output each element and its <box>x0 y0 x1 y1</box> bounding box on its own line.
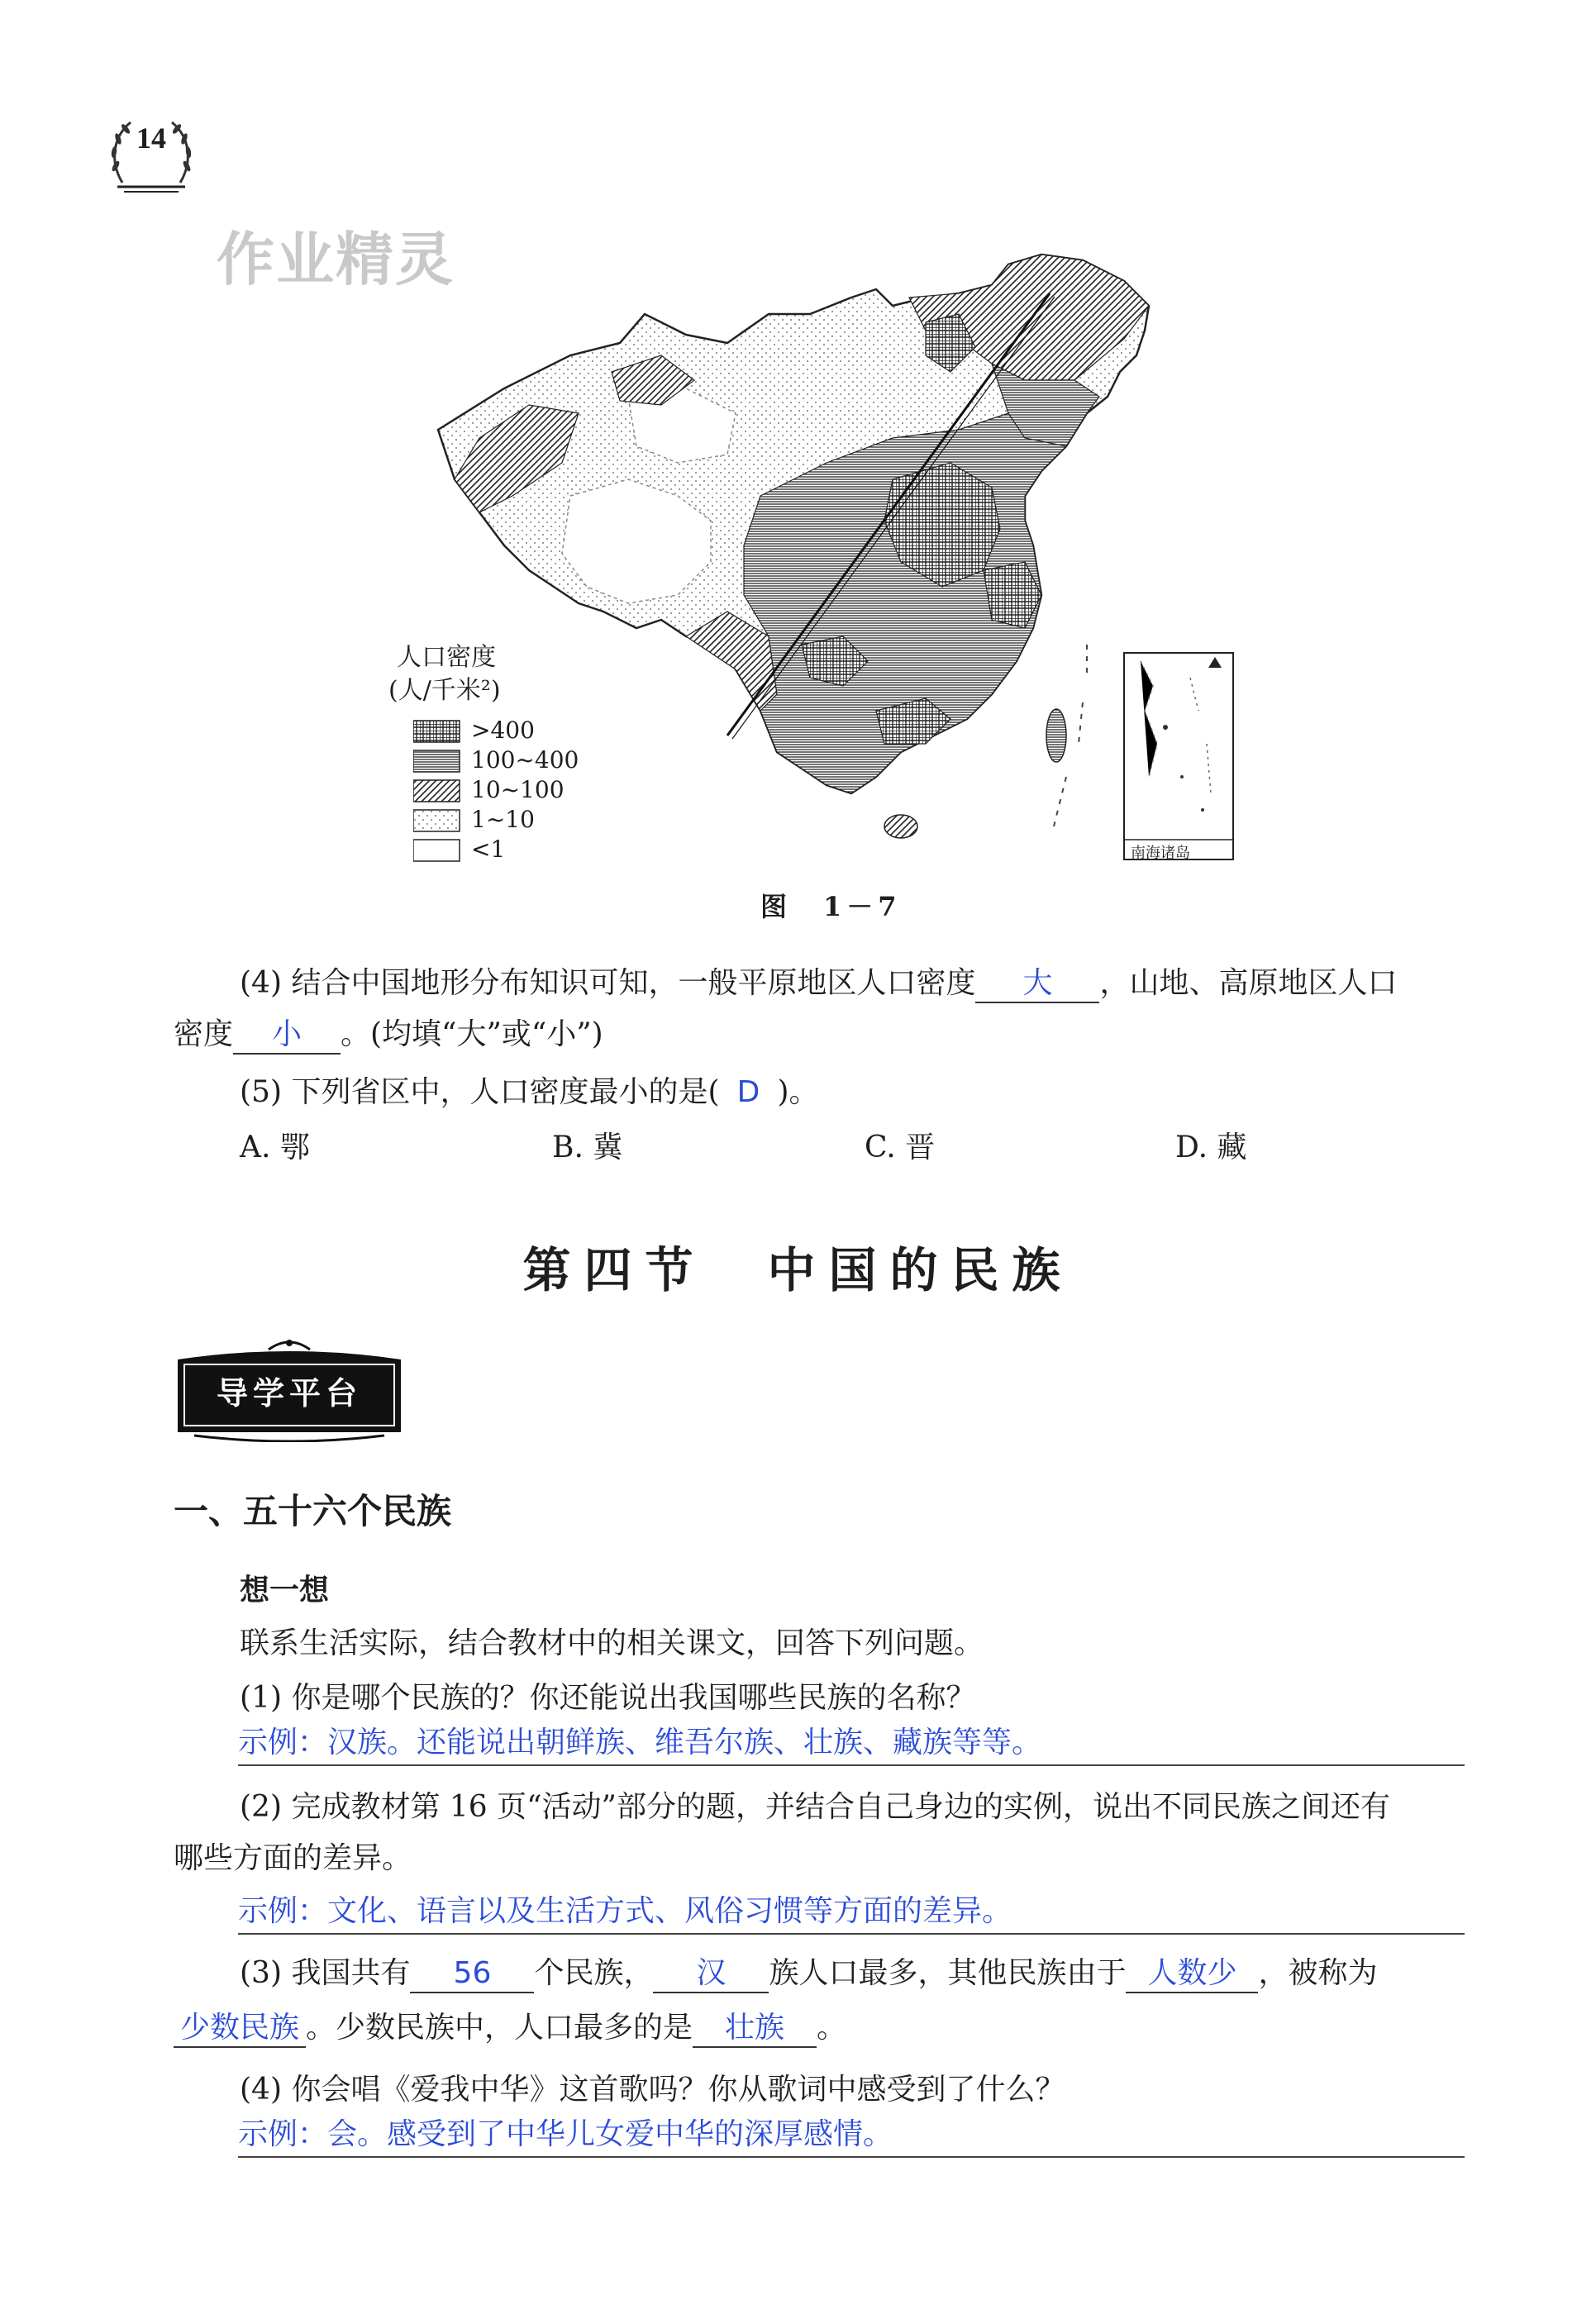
answer-blank: 56 <box>410 1955 534 1993</box>
page-number-badge <box>106 112 197 203</box>
legend-title: 人口密度 <box>397 643 496 672</box>
answer-blank: 大 <box>975 965 1099 1003</box>
map-question-5: (5) 下列省区中，人口密度最小的是( D )。 <box>240 1068 819 1117</box>
answer-1: 示例：汉族。还能说出朝鲜族、维吾尔族、壮族、藏族等等。 <box>238 1719 1465 1766</box>
option-a: A. 鄂 <box>240 1131 310 1164</box>
answer-2: 示例：文化、语言以及生活方式、风俗习惯等方面的差异。 <box>238 1888 1465 1935</box>
question-2-line1: (2) 完成教材第 16 页“活动”部分的题，并结合自己身边的实例，说出不同民族之间还有 <box>240 1790 1390 1824</box>
question-3-line1: (3) 我国共有 56 个民族， 汉 族人口最多，其他民族由于 人数少 ，被称为 <box>240 1949 1378 1998</box>
intro-text: 联系生活实际，结合教材中的相关课文，回答下列问题。 <box>240 1626 984 1660</box>
inset-label: 南海诸岛 <box>1131 845 1190 862</box>
map-question-4-line1: (4) 结合中国地形分布知识可知，一般平原地区人口密度 大 ，山地、高原地区人口 <box>240 959 1397 1008</box>
answer-4: 示例：会。感受到了中华儿女爱中华的深厚感情。 <box>238 2111 1465 2158</box>
section-title: 第四节 中国的民族 <box>522 1242 1074 1298</box>
question-1: (1) 你是哪个民族的？你还能说出我国哪些民族的名称？ <box>240 1681 976 1715</box>
answer-blank: 汉 <box>653 1955 769 1993</box>
figure-caption: 图 1－7 <box>760 891 902 922</box>
legend-label: 100~400 <box>471 746 579 774</box>
population-density-map <box>388 248 1240 893</box>
map-question-4-line2: 密度 小 。(均填“大”或“小”) <box>174 1010 603 1059</box>
page-number: 14 <box>136 121 166 155</box>
answer-blank: 少数民族 <box>174 2010 306 2048</box>
legend-unit: (人/千米²) <box>388 676 501 705</box>
option-d: D. 藏 <box>1175 1131 1247 1164</box>
option-c: C. 晋 <box>865 1131 936 1164</box>
legend-label: >400 <box>471 717 535 744</box>
legend-label: 1~10 <box>471 806 535 833</box>
question-3-line2: 少数民族 。少数民族中，人口最多的是 壮族 。 <box>174 2003 846 2053</box>
banner-label: 导学平台 <box>216 1375 362 1412</box>
question-4: (4) 你会唱《爱我中华》这首歌吗？你从歌词中感受到了什么？ <box>240 2073 1065 2107</box>
legend-label: 10~100 <box>471 776 565 803</box>
legend-label: <1 <box>471 836 506 863</box>
answer-blank: 小 <box>233 1017 341 1055</box>
question-2-line2: 哪些方面的差异。 <box>174 1841 412 1875</box>
option-b: B. 冀 <box>552 1131 623 1164</box>
watermark: 作业精灵 <box>217 226 455 293</box>
answer-choice: D <box>736 1075 760 1109</box>
answer-blank: 人数少 <box>1126 1955 1258 1993</box>
subheading: 一、五十六个民族 <box>174 1491 452 1531</box>
answer-blank: 壮族 <box>693 2010 817 2048</box>
think-heading: 想一想 <box>240 1574 330 1607</box>
guide-banner <box>169 1335 409 1442</box>
legend-labels <box>471 716 579 864</box>
